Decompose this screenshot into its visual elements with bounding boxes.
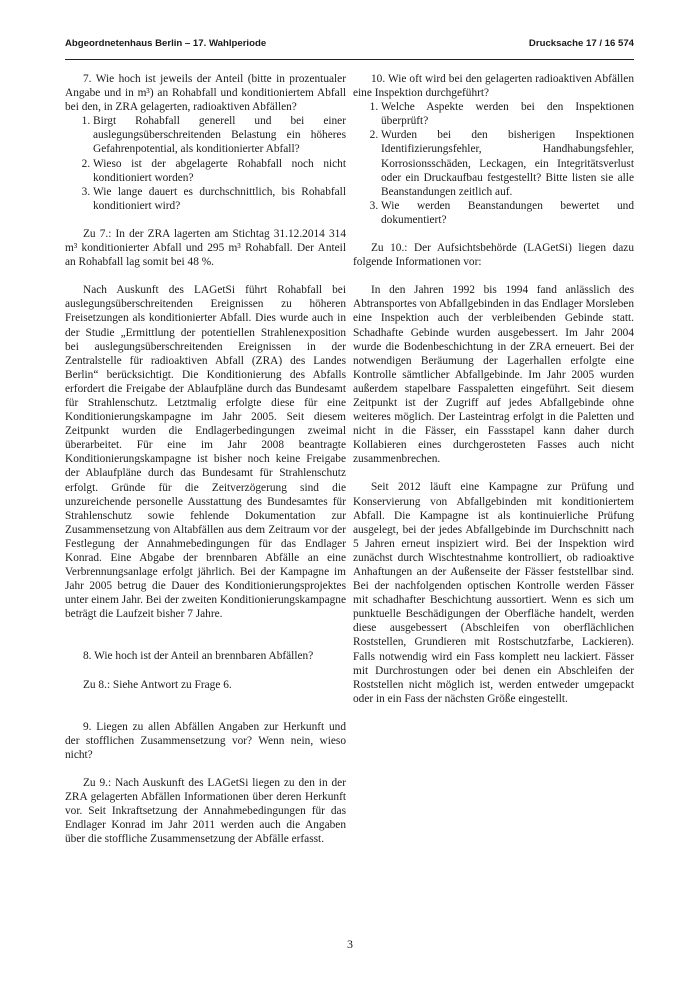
question-7-item: 1. Birgt Rohabfall generell und bei einer auslegungsüberschreitenden Belastung ein höheres Gefahrenpotential, als konditionierter Abfall? (93, 114, 346, 156)
answer-7-para-1: Zu 7.: In der ZRA lagerten am Stichtag 31.12.2014 314 m³ konditionierter Abfall und 295 m³ Rohabfall. Der Anteil an Rohabfall lag somit bei 48 %. (65, 227, 346, 269)
question-7: 7. Wie hoch ist jeweils der Anteil (bitte in prozentualer Angabe und in m³) an Rohabfall und konditioniertem Abfall bei den, in ZRA gelagerten, radioaktiven Abfällen? (65, 73, 346, 114)
page-number: 3 (347, 937, 353, 951)
answer-10-para-1: Zu 10.: Der Aufsichtsbehörde (LAGetSi) liegen dazu folgende Informationen vor: (353, 242, 634, 269)
question-7-item: 3. Wie lange dauert es durchschnittlich, bis Rohabfall konditioniert wird? (93, 185, 346, 213)
right-column (353, 72, 634, 706)
question-10: 10. Wie oft wird bei den gelagerten radioaktiven Abfällen eine Inspektion durchgeführt? (353, 73, 634, 100)
header-left: Abgeordnetenhaus Berlin – 17. Wahlperiode (65, 38, 267, 49)
answer-10-para-3: Seit 2012 läuft eine Kampagne zur Prüfung und Konservierung von Abfallgebinden mit konditioniertem Abfall. Die Kampagne ist als kontinuierliche Prüfung ausgelegt, bei der jedes Abfallgebinde im Durchschnitt nach 5 Jahren erneut inspiziert wird. Bei der Inspektion wird zunächst durch Wischtestnahme kontrolliert, ob radioaktive Anhaftungen an der Außenseite der Fässer feststellbar sind. Bei der nachfolgenden optischen Kontrolle werden Fässer mit schadhafter Beschichtung aussortiert. Wenn es sich um punktuelle Beschädigungen der Oberfläche handelt, werden diese ausgebessert (Abschleifen von oberflächlichen Roststellen, Grundieren mit Rostschutzfarbe, Lackieren). Falls notwendig wird ein Fass komplett neu lackiert. Fässer mit Durchrostungen oder bei denen ein Abschleifen der Roststellen nicht möglich ist, werden entweder umgepackt oder in ein Fass der nächsten Größe eingestellt. (353, 481, 634, 705)
header-rule (65, 59, 634, 60)
answer-10-para-2: In den Jahren 1992 bis 1994 fand anlässlich des Abtransportes von Abfallgebinden in das Endlager Morsleben eine Inspektion auch der verbleibenden Gebinde statt. Schadhafte Gebinde wurden ausgebessert. Im Jahr 2004 wurde die Bodenbeschichtung in der ZRA erneuert. Bei der notwendigen Beräumung der Lagerhallen erfolgte eine Kontrolle sämtlicher Abfallgebinde. Im Jahr 2005 wurden außerdem stapelbare Fasspaletten eingeführt. Seit diesem Zeitpunkt ist der Zugriff auf jedes Abfallgebinde ohne weiteres möglich. Der Lasteintrag erfolgt in die Paletten und nicht in die Fässer, ein Fassstapel kann daher durch Kollabieren eines durchgerosteten Fasses auch nicht zusammenbrechen. (353, 284, 635, 466)
question-7-list (65, 114, 346, 213)
question-7-item: 2. Wieso ist der abgelagerte Rohabfall noch nicht konditioniert worden? (93, 157, 346, 185)
answer-9: Zu 9.: Nach Auskunft des LAGetSi liegen zu den in der ZRA gelagerten Abfällen Informationen über deren Herkunft vor. Seit Inkraftsetzung der Annahmebedingungen für das Endlager Konrad im Jahr 2011 werden auch die Angaben über die stoffliche Zusammensetzung der Abfälle erfasst. (65, 776, 346, 846)
question-8: 8. Wie hoch ist der Anteil an brennbaren Abfällen? (83, 650, 314, 663)
question-9: 9. Liegen zu allen Abfällen Angaben zur Herkunft und der stofflichen Zusammensetzung vor? Wenn nein, wieso nicht? (65, 720, 346, 761)
question-10-item: 2. Wurden bei den bisherigen Inspektionen Identifizierungsfehler, Handhabungsfehler, Korrosionsschäden, Leckagen, ein Integritätsverlust oder ein Druckaufbau festgestellt? Bitte listen sie alle Beanstandungen zeitlich auf. (381, 128, 634, 198)
question-10-list (353, 100, 634, 227)
answer-8: Zu 8.: Siehe Antwort zu Frage 6. (83, 678, 232, 691)
left-column (65, 72, 346, 846)
question-10-item: 3. Wie werden Beanstandungen bewertet und dokumentiert? (381, 199, 634, 227)
header-right: Drucksache 17 / 16 574 (528, 38, 634, 49)
question-10-item: 1. Welche Aspekte werden bei den Inspektionen überprüft? (381, 100, 634, 128)
answer-7-para-2: Nach Auskunft des LAGetSi führt Rohabfall bei auslegungsüberschreitenden Ereignissen zu höheren Freisetzungen als konditionierter Abfall. Dies wurde auch in der Studie „Ermittlung der potentiellen Strahlenexposition bei auslegungsüberschreitenden Ereignissen in der Zentralstelle für radioaktiven Abfall (ZRA) des Landes Berlin“ berücksichtigt. Die Konditionierung des Abfalls erfordert die Freigabe der Ablaufpläne durch das Bundesamt für Strahlenschutz. Letztmalig erfolgte diese für eine Konditionierungskampagne im Jahr 2005. Seit diesem Zeitpunkt wurden die Endlagerbedingungen zweimal überarbeitet. Für eine im Jahr 2008 beantragte Konditionierungskampagne ist bisher noch keine Freigabe der Ablaufpläne durch das Bundesamt für Strahlenschutz erfolgt. Gründe für die Zeitverzögerung sind die unzureichende personelle Ausstattung des Bundesamtes für Strahlenschutz sowie fehlende Dokumentation zur Zusammensetzung von Altabfällen aus dem Zeitraum vor der Festlegung der Annahmebedingungen für das Endlager Konrad. Eine Abgabe der brennbaren Abfälle an eine Verbrennungsanlage erfolgt jährlich. Bei der Kampagne im Jahr 2005 betrug die Dauer des Konditionierungsprojektes unter einem Jahr. Bei der zweiten Konditionierungskampagne beträgt die Laufzeit bisher 7 Jahre. (65, 284, 346, 621)
page-header (65, 38, 634, 56)
